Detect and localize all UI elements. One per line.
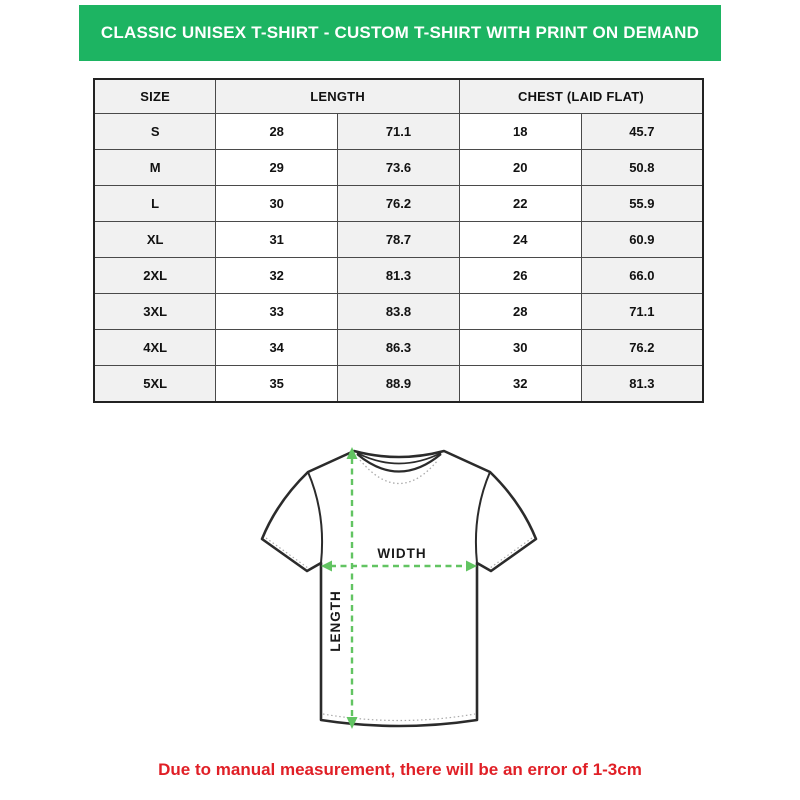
header-chest: CHEST (LAID FLAT): [459, 79, 703, 114]
cell-length-in: 32: [216, 258, 338, 294]
width-label: WIDTH: [377, 546, 427, 561]
cell-length-cm: 83.8: [338, 294, 460, 330]
cell-length-cm: 76.2: [338, 186, 460, 222]
cell-length-in: 29: [216, 150, 338, 186]
size-table-body: [94, 114, 703, 403]
table-row: [94, 366, 703, 403]
cell-chest-in: 20: [459, 150, 581, 186]
measurement-disclaimer: Due to manual measurement, there will be an error of 1-3cm: [158, 760, 642, 779]
cell-length-cm: 86.3: [338, 330, 460, 366]
cell-chest-in: 32: [459, 366, 581, 403]
cell-chest-cm: 55.9: [581, 186, 703, 222]
tshirt-diagram: [240, 438, 560, 758]
cell-length-in: 33: [216, 294, 338, 330]
cell-size: 4XL: [94, 330, 216, 366]
cell-size: 3XL: [94, 294, 216, 330]
cell-size: L: [94, 186, 216, 222]
cell-length-in: 28: [216, 114, 338, 150]
cell-size: S: [94, 114, 216, 150]
cell-size: 2XL: [94, 258, 216, 294]
table-row: [94, 186, 703, 222]
table-row: [94, 222, 703, 258]
cell-chest-cm: 60.9: [581, 222, 703, 258]
cell-length-cm: 71.1: [338, 114, 460, 150]
cell-size: 5XL: [94, 366, 216, 403]
cell-size: M: [94, 150, 216, 186]
table-row: [94, 150, 703, 186]
title-banner: [79, 5, 721, 61]
cell-chest-in: 26: [459, 258, 581, 294]
cell-length-in: 35: [216, 366, 338, 403]
table-row: [94, 294, 703, 330]
cell-length-cm: 81.3: [338, 258, 460, 294]
cell-length-in: 34: [216, 330, 338, 366]
header-size: SIZE: [94, 79, 216, 114]
cell-chest-cm: 45.7: [581, 114, 703, 150]
page-title: CLASSIC UNISEX T-SHIRT - CUSTOM T-SHIRT WITH PRINT ON DEMAND: [100, 23, 700, 42]
cell-length-in: 31: [216, 222, 338, 258]
cell-chest-in: 22: [459, 186, 581, 222]
cell-chest-cm: 71.1: [581, 294, 703, 330]
header-length: LENGTH: [216, 79, 460, 114]
cell-chest-cm: 76.2: [581, 330, 703, 366]
table-row: [94, 330, 703, 366]
cell-chest-in: 28: [459, 294, 581, 330]
cell-chest-in: 18: [459, 114, 581, 150]
table-row: [94, 258, 703, 294]
cell-chest-cm: 50.8: [581, 150, 703, 186]
cell-chest-cm: 66.0: [581, 258, 703, 294]
cell-length-cm: 73.6: [338, 150, 460, 186]
cell-chest-cm: 81.3: [581, 366, 703, 403]
size-chart-table: [93, 78, 704, 403]
tshirt-outline: [262, 451, 536, 726]
length-label: LENGTH: [328, 590, 343, 652]
cell-length-in: 30: [216, 186, 338, 222]
cell-length-cm: 78.7: [338, 222, 460, 258]
cell-size: XL: [94, 222, 216, 258]
table-row: [94, 114, 703, 150]
table-header-row: [94, 79, 703, 114]
cell-chest-in: 30: [459, 330, 581, 366]
cell-chest-in: 24: [459, 222, 581, 258]
cell-length-cm: 88.9: [338, 366, 460, 403]
